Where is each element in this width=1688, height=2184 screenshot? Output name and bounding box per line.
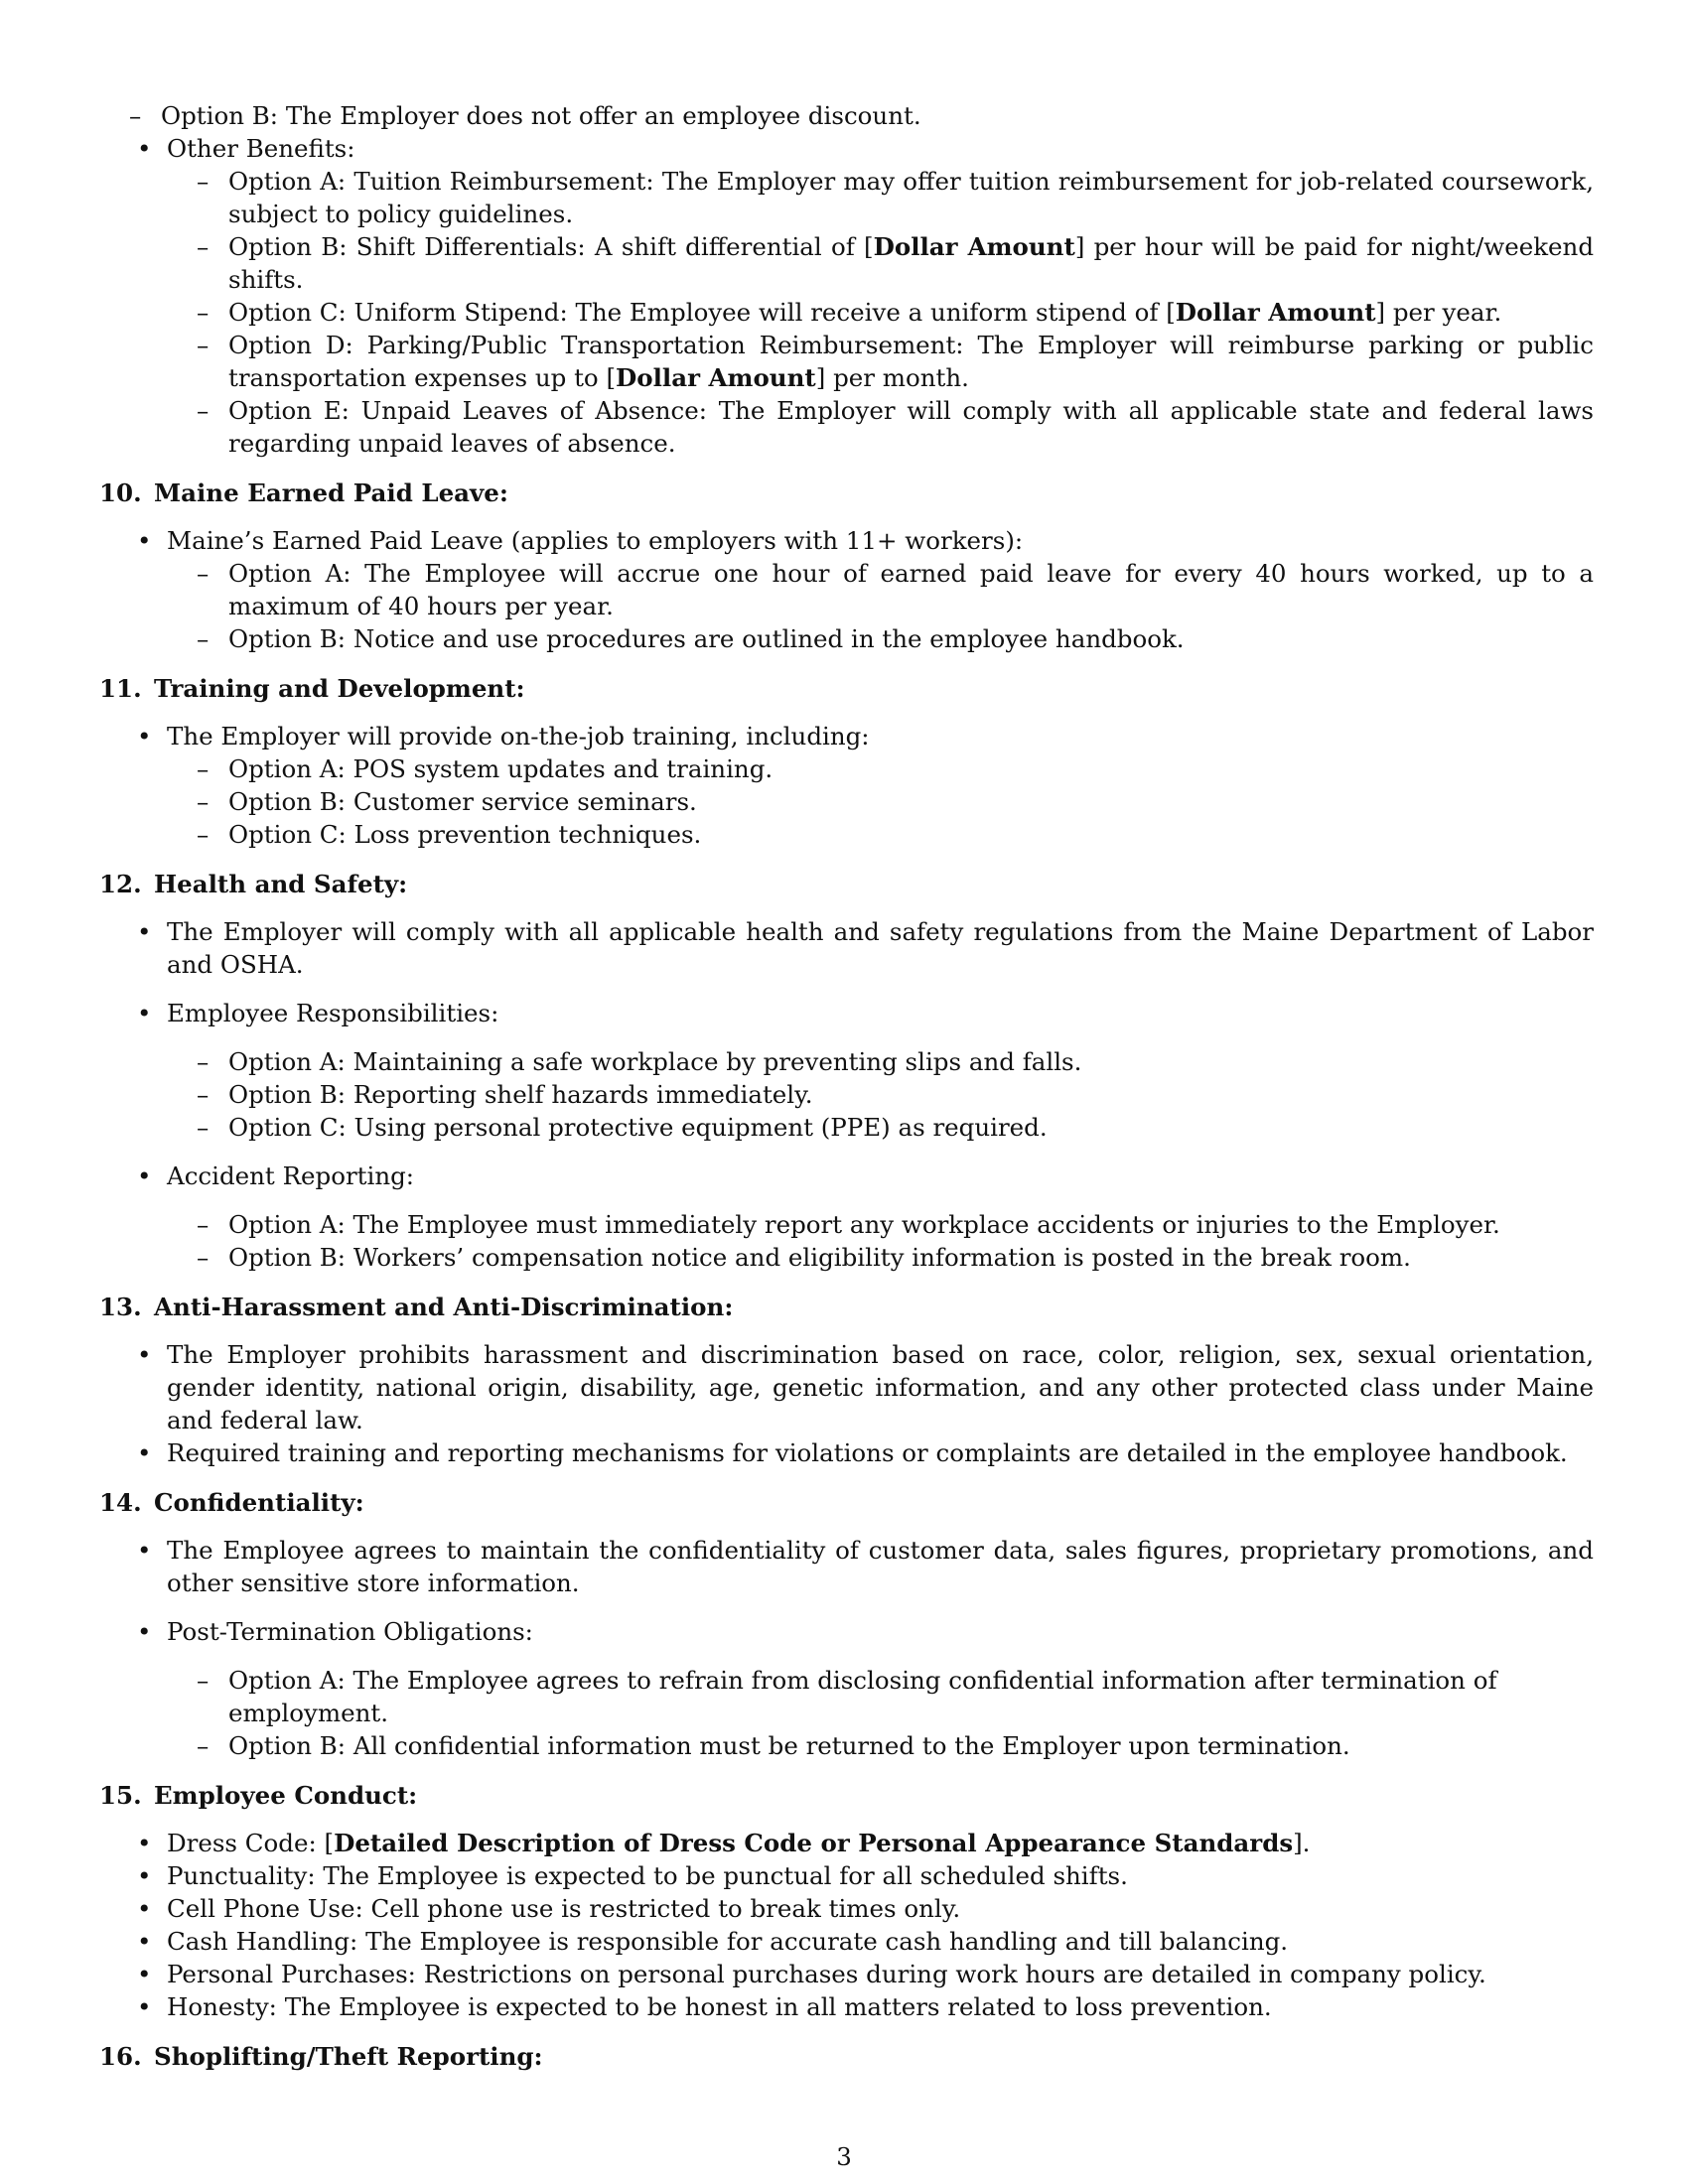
section-title: Training and Development: bbox=[154, 674, 525, 703]
list-item bbox=[99, 1160, 1594, 1274]
option-text: Option C: Uniform Stipend: The Employee will receive a uniform stipend of [ bbox=[228, 298, 1176, 327]
list-item: – Option B: Customer service seminars. bbox=[167, 785, 1594, 818]
list-item: – Option B: Reporting shelf hazards immediately. bbox=[167, 1078, 1594, 1111]
option-text: Option D: Parking/Public Transportation Reimbursement: The Employer will reimburse parking or public transportation expenses up to [ bbox=[228, 331, 1594, 392]
list-item: • Personal Purchases: Restrictions on personal purchases during work hours are detailed in company policy. bbox=[99, 1958, 1594, 1990]
option-list bbox=[167, 752, 1594, 851]
section-14-list bbox=[99, 1534, 1594, 1762]
bullet-text: The Employer will provide on-the-job training, including: bbox=[167, 722, 870, 751]
placeholder-field: Dollar Amount bbox=[616, 363, 816, 392]
list-item: • The Employer prohibits harassment and discrimination based on race, color, religion, sex, sexual orientation, gender identity, national origin, disability, age, genetic information, and any other protected class under Maine and federal law. bbox=[99, 1338, 1594, 1436]
list-item: – Option A: Maintaining a safe workplace by preventing slips and falls. bbox=[167, 1045, 1594, 1078]
page-content bbox=[99, 99, 1594, 2088]
list-item: – Option A: Tuition Reimbursement: The Employer may offer tuition reimbursement for job-related coursework, subject to policy guidelines. bbox=[167, 165, 1594, 230]
option-text: ] per year. bbox=[1375, 298, 1502, 327]
section-heading-16 bbox=[99, 2040, 1594, 2073]
list-item: – Option A: POS system updates and training. bbox=[167, 752, 1594, 785]
option-text: ] per month. bbox=[815, 363, 969, 392]
list-item bbox=[99, 132, 1594, 460]
list-item: – Option A: The Employee must immediately report any workplace accidents or injuries to the Employer. bbox=[167, 1208, 1594, 1241]
list-item bbox=[99, 1827, 1594, 1859]
option-text: ] per hour will be paid for night/weekend shifts. bbox=[228, 232, 1594, 294]
discount-options-continued bbox=[99, 99, 1594, 132]
option-list bbox=[167, 1208, 1594, 1274]
list-item: • Cash Handling: The Employee is responsible for accurate cash handling and till balancing. bbox=[99, 1925, 1594, 1958]
option-list bbox=[167, 557, 1594, 655]
section-title: Anti-Harassment and Anti-Discrimination: bbox=[154, 1293, 734, 1321]
list-item: – Option B: Workers’ compensation notice and eligibility information is posted in the break room. bbox=[167, 1241, 1594, 1274]
section-number: 11. bbox=[99, 674, 142, 703]
section-title: Health and Safety: bbox=[154, 870, 408, 898]
section-title: Shoplifting/Theft Reporting: bbox=[154, 2042, 543, 2071]
list-item: – Option A: The Employee will accrue one hour of earned paid leave for every 40 hours worked, up to a maximum of 40 hours per year. bbox=[167, 557, 1594, 622]
other-benefits-label: Other Benefits: bbox=[167, 134, 355, 163]
option-list bbox=[167, 1045, 1594, 1144]
other-benefits-list bbox=[99, 132, 1594, 460]
section-heading-12 bbox=[99, 868, 1594, 900]
section-11-list bbox=[99, 720, 1594, 851]
list-item: • Punctuality: The Employee is expected to be punctual for all scheduled shifts. bbox=[99, 1859, 1594, 1892]
list-item bbox=[99, 1615, 1594, 1762]
section-number: 13. bbox=[99, 1293, 142, 1321]
other-benefits-options bbox=[167, 165, 1594, 460]
list-item: – Option B: All confidential information must be returned to the Employer upon termination. bbox=[167, 1729, 1594, 1762]
section-heading-11 bbox=[99, 672, 1594, 705]
section-number: 15. bbox=[99, 1781, 142, 1810]
list-item bbox=[167, 230, 1594, 296]
bullet-text: ]. bbox=[1293, 1829, 1311, 1857]
list-item: – Option B: The Employer does not offer an employee discount. bbox=[99, 99, 1594, 132]
list-item bbox=[99, 524, 1594, 655]
section-title: Confidentiality: bbox=[154, 1488, 364, 1517]
section-title: Employee Conduct: bbox=[154, 1781, 418, 1810]
list-item: – Option C: Loss prevention techniques. bbox=[167, 818, 1594, 851]
placeholder-field: Dollar Amount bbox=[1175, 298, 1376, 327]
list-item: • Required training and reporting mechanisms for violations or complaints are detailed in the employee handbook. bbox=[99, 1436, 1594, 1469]
bullet-text: Maine’s Earned Paid Leave (applies to employers with 11+ workers): bbox=[167, 526, 1024, 555]
bullet-text: Dress Code: [ bbox=[167, 1829, 335, 1857]
section-title: Maine Earned Paid Leave: bbox=[154, 478, 508, 507]
bullet-text: Post-Termination Obligations: bbox=[167, 1617, 533, 1646]
bullet-text: Accident Reporting: bbox=[167, 1161, 415, 1190]
option-text: Option B: Shift Differentials: A shift differential of [ bbox=[228, 232, 874, 261]
section-15-list bbox=[99, 1827, 1594, 2023]
section-number: 16. bbox=[99, 2042, 142, 2071]
section-12-list bbox=[99, 915, 1594, 1274]
list-item bbox=[99, 720, 1594, 851]
list-item: • The Employee agrees to maintain the confidentiality of customer data, sales figures, proprietary promotions, and other sensitive store information. bbox=[99, 1534, 1594, 1599]
page-number: 3 bbox=[836, 2142, 852, 2171]
list-item bbox=[99, 997, 1594, 1144]
bullet-text: Employee Responsibilities: bbox=[167, 999, 499, 1027]
list-item: • The Employer will comply with all applicable health and safety regulations from the Maine Department of Labor and OSHA. bbox=[99, 915, 1594, 981]
section-heading-10 bbox=[99, 477, 1594, 509]
list-item: • Cell Phone Use: Cell phone use is restricted to break times only. bbox=[99, 1892, 1594, 1925]
section-heading-13 bbox=[99, 1291, 1594, 1323]
list-item: – Option E: Unpaid Leaves of Absence: The Employer will comply with all applicable state and federal laws regarding unpaid leaves of absence. bbox=[167, 394, 1594, 460]
list-item: • Honesty: The Employee is expected to be honest in all matters related to loss prevention. bbox=[99, 1990, 1594, 2023]
section-heading-15 bbox=[99, 1779, 1594, 1812]
list-item bbox=[167, 296, 1594, 329]
placeholder-field: Detailed Description of Dress Code or Personal Appearance Standards bbox=[334, 1829, 1294, 1857]
list-item: – Option B: Notice and use procedures are outlined in the employee handbook. bbox=[167, 622, 1594, 655]
list-item: – Option C: Using personal protective equipment (PPE) as required. bbox=[167, 1111, 1594, 1144]
section-13-list bbox=[99, 1338, 1594, 1469]
option-list bbox=[167, 1664, 1594, 1762]
section-number: 10. bbox=[99, 478, 142, 507]
section-heading-14 bbox=[99, 1486, 1594, 1519]
section-number: 14. bbox=[99, 1488, 142, 1517]
list-item bbox=[167, 329, 1594, 394]
placeholder-field: Dollar Amount bbox=[873, 232, 1075, 261]
section-10-list bbox=[99, 524, 1594, 655]
list-item: – Option A: The Employee agrees to refrain from disclosing confidential information after termination of employment. bbox=[167, 1664, 1594, 1729]
section-number: 12. bbox=[99, 870, 142, 898]
